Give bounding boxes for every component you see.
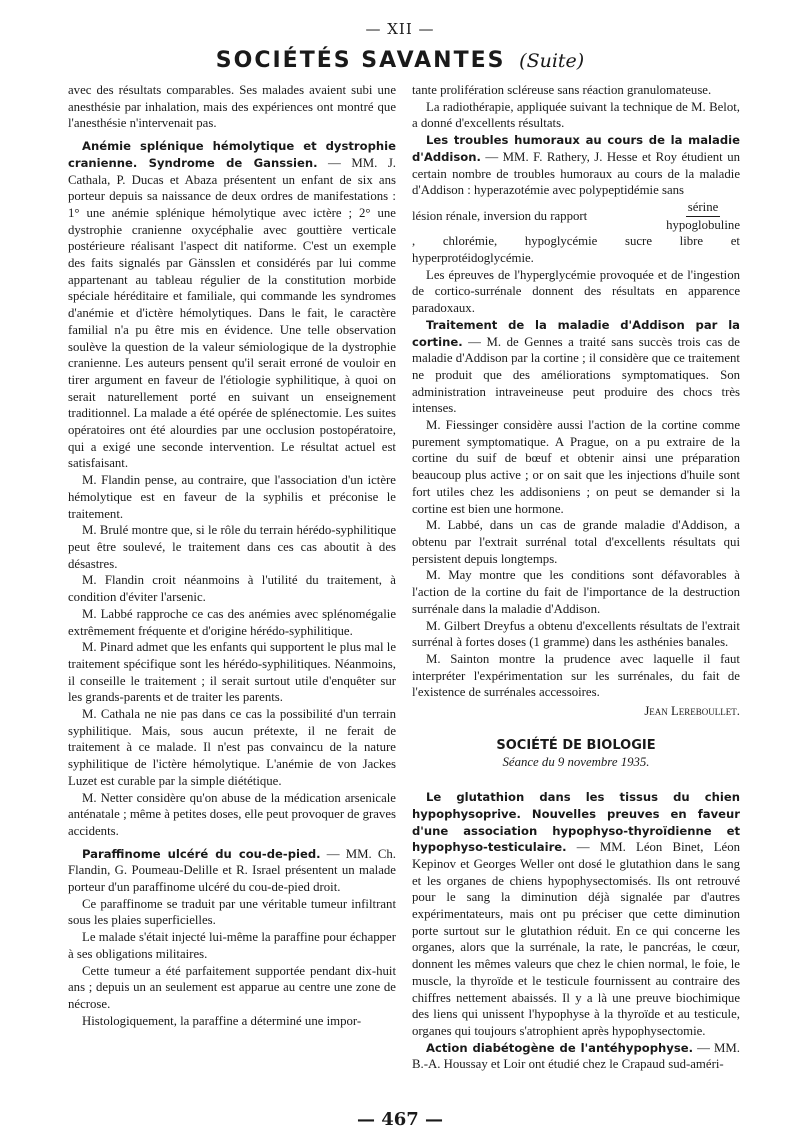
ratio-fraction <box>666 199 740 233</box>
paragraph <box>412 132 740 199</box>
text-columns <box>68 82 740 1092</box>
paragraph: M. Flandin croit néanmoins à l'utilité du traitement, à condition d'éviter l'arsenic. <box>68 573 396 605</box>
left-column <box>68 82 396 1092</box>
running-title <box>0 48 800 73</box>
article-heading: Paraffinome ulcéré du cou-de-pied. <box>82 846 321 861</box>
paragraph: M. Brulé montre que, si le rôle du terrain hérédo-syphilitique peut être soulevé, le traitement dans ces cas aboutit à des désastres. <box>68 523 396 571</box>
ratio-denominator: hypoglobuline <box>666 217 740 232</box>
page-roman-numeral: — XII — <box>365 20 435 38</box>
paragraph: M. Sainton montre la prudence avec laquelle il faut interpréter l'expérimentation sur les surrénales, du fait de l'existence de surrénales accessoires. <box>412 651 740 700</box>
paragraph: M. Flandin pense, au contraire, que l'association d'un ictère hémolytique est en faveur de la syphilis et préconise le traitement. <box>68 473 396 521</box>
article-text: — MM. J. Cathala, P. Ducas et Abaza présentent un enfant de six ans porteur depuis sa naissance de deux ordres de manifestations : 1° une anémie splénique hémolytique avec ictère ; 2° une dystrophie cranienne oxycéphalie avec gouttière verticale postérieure réalisant l'aspect dit natiforme. C'est un exemple des faits signalés par Gänsslen et considérés par lui comme appartenant au tableau régulier de la constitution morbide spéciale héréditaire et familiale, qui commande les syndromes d'anémie et d'ictère hémolytiques. Dans le fait, le caractère familial n'a pu être mis en évidence. Une telle observation soulève la question de la valeur sémiologique de la dystrophie cranienne. Les auteurs pensent qu'il serait erroné de vouloir en tirer argument en faveur de l'étiologie syphilitique, à quoi on serait naturellement porté en suivant un enseignement traditionnel. La malade a été opérée de splénectomie. Les suites opératoires ont été alourdies par une occlusion postopératoire, qui a exigé une seconde intervention. Le résultat actuel est satisfaisant. <box>68 155 396 471</box>
paragraph <box>412 1040 740 1073</box>
paragraph: Cette tumeur a été parfaitement supportée pendant dix-huit ans ; depuis un an seulement est apparue au centre une zone de nécrose. <box>68 963 396 1011</box>
running-title-suite: (Suite) <box>519 50 585 72</box>
paragraph: M. Labbé, dans un cas de grande maladie d'Addison, a obtenu par l'extrait surrénal total d'excellents résultats qui persistent depuis longtemps. <box>412 518 740 566</box>
paragraph: M. May montre que les conditions sont défavorables à l'action de la cortine du fait de l'importance de la destruction surrénale dans la maladie d'Addison. <box>412 568 740 616</box>
paragraph: Le malade s'était injecté lui-même la paraffine pour échapper à ses obligations militaires. <box>68 930 396 961</box>
article-text: — MM. Léon Binet, Léon Kepinov et Georges Weller ont dosé le glutathion dans le sang et les organes de chiens hypophysectomisés. Ils ont retrouvé pour le sang la diminution déjà signalée par d'autres expérimentateurs, mais ont pu préciser que cette diminution porte surtout sur le glutathion réduit. En ce qui concerne les organes, alors que la surrénale, la rate, le pancréas, le cœur, donnent les mêmes valeurs que chez le chien normal, le foie, le muscle, la thyroïde et le testicule fournissent au contraire des chiffres nettement abaissés. Il y a là une preuve biochimique des liens qui unissent l'hypophyse à la thyroïde et au testicule, organes qui toujours s'atrophient après hypophysectomie. <box>412 840 740 1038</box>
section-date: Séance du 9 novembre 1935. <box>502 755 650 770</box>
article-text: — MM. B.-A. Houssay et Loir ont étudié chez le Crapaud sud-améri- <box>412 1040 740 1072</box>
paragraph: tante prolifération scléreuse sans réaction granulomateuse. <box>412 83 712 97</box>
ratio-lead: lésion rénale, inversion du rapport <box>412 208 588 223</box>
article-heading: Le glutathion dans les tissus du chien hypophysoprive. Nouvelles preuves en faveur d'une association hypophyso-thyroïdienne et hypophyso-testiculaire. <box>412 790 740 855</box>
paragraph <box>412 789 740 1040</box>
ratio-line <box>412 199 740 233</box>
article-text: — MM. Ch. Flandin, G. Poumeau-Delille et R. Israel présentent un malade porteur d'un paraffinome ulcéré du cou-de-pied droit. <box>68 846 396 895</box>
section-title: SOCIÉTÉ DE BIOLOGIE <box>496 737 656 753</box>
paragraph: La radiothérapie, appliquée suivant la technique de M. Belot, a donné d'excellents résultats. <box>412 99 740 131</box>
paragraph: avec des résultats comparables. Ses malades avaient subi une anesthésie par inhalation, mais des expériences ont montré que l'anesthésie n'intervenait pas. <box>68 83 396 131</box>
article-heading: Action diabétogène de l'antéhypophyse. <box>426 1040 694 1055</box>
paragraph <box>412 317 740 417</box>
article-heading: Anémie splénique hémolytique et dystrophie cranienne. Syndrome de Ganssien. <box>68 139 396 170</box>
ratio-numerator: sérine <box>686 199 721 217</box>
article-heading: Les troubles humoraux au cours de la maladie d'Addison. <box>412 133 740 164</box>
right-column <box>412 82 740 1092</box>
paragraph: M. Cathala ne nie pas dans ce cas la possibilité d'un terrain syphilitique. Mais, sous aucun prétexte, il ne ferait de traitement à ce malade. Il n'est pas convaincu de la nature syphilitique de l'ictère hémolytique. L'anémie de von Jackes Luzet est curable par la simple diététique. <box>68 707 396 788</box>
article-heading: Traitement de la maladie d'Addison par la cortine. <box>412 317 740 349</box>
paragraph: M. Labbé rapproche ce cas des anémies avec splénomégalie extrêmement fréquente et d'origine hérédo-syphilitique. <box>68 606 396 638</box>
page-number: — 467 — <box>356 1109 444 1130</box>
paragraph: M. Pinard admet que les enfants qui supportent le plus mal le traitement spécifique sont les hérédo-syphilitiques. Néanmoins, il conseille le traitement ; il serait surtout utile d'enquêter sur les grands-parents et de traiter les parents. <box>68 640 396 705</box>
paragraph: M. Netter considère qu'on abuse de la médication arsenicale anténatale ; même à petites doses, elle peut provoquer de graves accidents. <box>68 790 396 838</box>
author-signature: Jean Lereboullet. <box>644 704 740 719</box>
paragraph: Les épreuves de l'hyperglycémie provoquée et de l'ingestion de cortico-surrénale donnent des résultats en apparence paradoxaux. <box>412 267 740 316</box>
paragraph: M. Fiessinger considère aussi l'action de la cortine comme purement symptomatique. A Prague, on a pu extraire de la cortine du suif de bœuf et obtenir ainsi une préparation beaucoup plus active ; or on sait que les injections d'huile sont fort utiles chez les addisoniens ; on peut se demander si la cortine est bien une hormone. <box>412 418 740 516</box>
paragraph <box>68 846 396 896</box>
paragraph: M. Gilbert Dreyfus a obtenu d'excellents résultats de l'extrait surrénal à fortes doses (1 gramme) dans les asthénies banales. <box>412 618 740 650</box>
running-title-text: SOCIÉTÉS SAVANTES <box>215 48 506 73</box>
paragraph: Histologiquement, la paraffine a déterminé une impor- <box>82 1013 362 1028</box>
article-text: — M. de Gennes a traité sans succès trois cas de maladie d'Addison par la cortine ; il considère que ce traitement ne produit que des améliorations symptomatiques. Son administration intraveineuse peut produire des chocs très intenses. <box>412 334 740 416</box>
article-text: — MM. F. Rathery, J. Hesse et Roy étudient un certain nombre de troubles humoraux au cours de la maladie d'Addison : hyperazotémie avec polypeptidémie sans <box>412 149 740 198</box>
paragraph <box>68 138 396 472</box>
paragraph: Ce paraffinome se traduit par une véritable tumeur infiltrant sous les plaies superficielles. <box>68 896 396 928</box>
paragraph: , chlorémie, hypoglycémie sucre libre et hyperprotéidoglycémie. <box>412 234 740 266</box>
